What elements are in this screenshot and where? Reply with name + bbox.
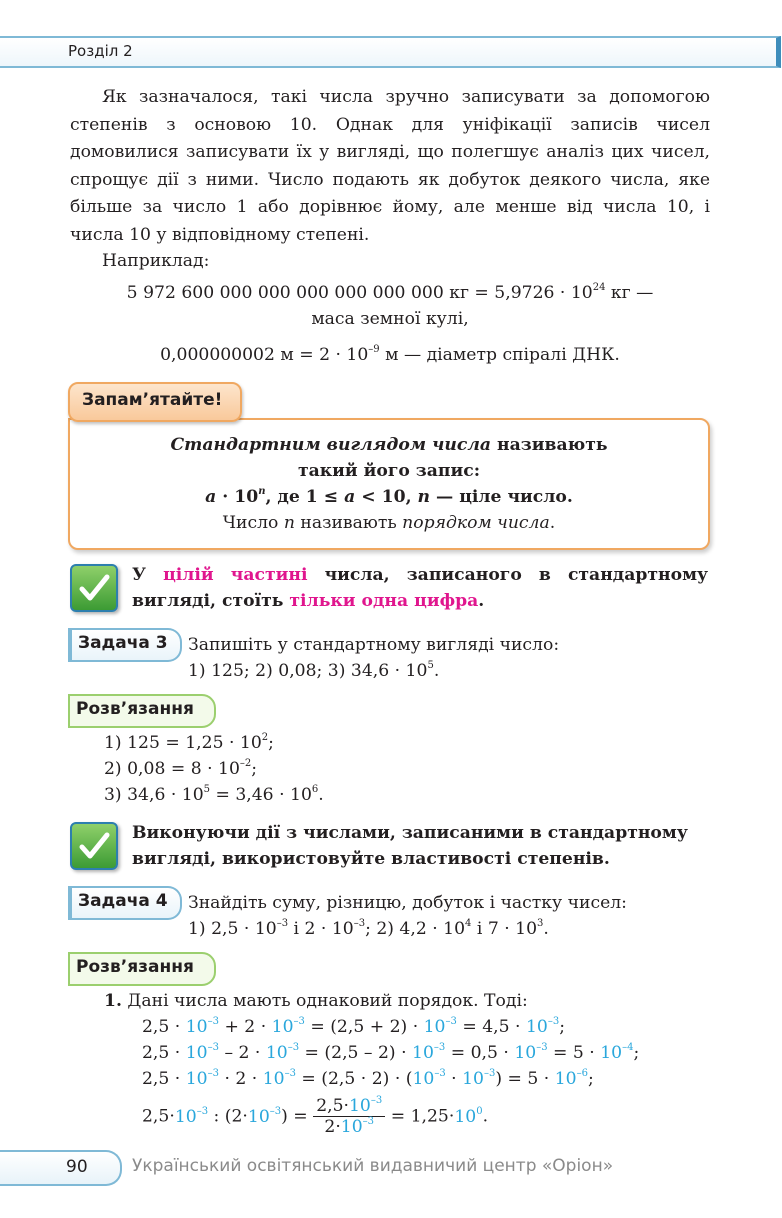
section-header-bar (0, 36, 781, 68)
publisher-footer: Український освітянський видавничий центр «Оріон» (132, 1156, 614, 1176)
solution4-step1: 1. Дані числа мають однаковий порядок. Тоді: (104, 991, 528, 1011)
definition-formula: $a \cdot 10^n$, де 1 ≤ a < 10, n — ціле число. (205, 486, 573, 507)
task4-tag: Задача 4 (68, 886, 182, 920)
solution4-quotient: $2,5\cdot 10^{-3}$ : $(2\cdot 10^{-3})$ = $\frac{2,5\cdot 10^{-3}}{2\cdot 10^{-3}}$ = $1,25\cdot 10^0$. (142, 1095, 489, 1137)
definition-order: Число n називають порядком числа. (222, 513, 556, 533)
section-title: Розділ 2 (68, 42, 133, 60)
remember-badge: Запам’ятайте! (68, 382, 242, 422)
remember-box (68, 418, 710, 550)
checkmark-icon (70, 564, 118, 612)
task4-text: Знайдіть суму, різницю, добуток і частку чисел: (188, 893, 627, 913)
solution3-line3: 3) $34,6 \cdot 10^5 = 3,46 \cdot 10^6$. (104, 784, 324, 805)
page-number-tab (0, 1150, 122, 1186)
tip2-line2: вигляді, використовуйте властивості степенів. (132, 849, 610, 869)
example-earth-caption: маса земної кулі, (311, 309, 469, 329)
solution3-line2: 2) $0,08 = 8 \cdot 10^{-2}$; (104, 758, 258, 779)
tip2-line1: Виконуючи дії з числами, записаними в стандартному (132, 823, 688, 843)
example-label: Наприклад: (102, 251, 210, 271)
example-dna: 0,000000002 $м = 2 \cdot 10^{-9}$ м — діаметр спіралі ДНК. (160, 344, 620, 365)
tip1-line2: вигляді, стоїть тільки одна цифра. (132, 591, 485, 611)
fraction: $\frac{2,5\cdot 10^{-3}}{2\cdot 10^{-3}}$ (313, 1096, 385, 1137)
task3-tag: Задача 3 (68, 628, 182, 662)
tip1-line1: У цілій частині числа, записаного в стандартному (132, 565, 709, 585)
solution3-line1: 1) $125 = 1,25 \cdot 10^2$; (104, 732, 274, 753)
task4-items: 1) $2,5 \cdot 10^{-3}$ і $2 \cdot 10^{-3}$; 2) $4,2 \cdot 10^4$ і $7 \cdot 10^3$. (188, 918, 549, 939)
solution4-tag: Розв’язання (68, 952, 216, 986)
solution4-difference: $2,5 \cdot 10^{-3} - 2 \cdot 10^{-3} = (2,5 - 2) \cdot 10^{-3} = 0,5 \cdot 10^{-3} = 5 \cdot 10^{-4}$; (142, 1042, 640, 1063)
definition-line2: такий його запис: (297, 461, 481, 481)
solution4-product: $2,5 \cdot 10^{-3} \cdot 2 \cdot 10^{-3} = (2,5 \cdot 2) \cdot (10^{-3} \cdot 10^{-3}) = 5 \cdot 10^{-6}$; (142, 1068, 594, 1089)
definition-line1: Стандартним виглядом числа називають (170, 435, 608, 455)
checkmark-icon (70, 822, 118, 870)
page-number: 90 (66, 1157, 88, 1177)
intro-paragraph: Як зазначалося, такі числа зручно записувати за допомогою степенів з основою 10. Однак для уніфікації записів чисел домовилися записувати їх у вигляді, що полегшує аналіз цих чисел, спрощує дії з ними. Число подають як добуток деякого числа, яке більше за число 1 або дорівнює йому, але менше від числа 10, і числа 10 у відповідному степені. (70, 87, 710, 245)
task3-text: Запишіть у стандартному вигляді число: (188, 635, 560, 655)
example-earth-mass: 5 972 600 000 000 000 000 000 000 кг = $5,9726 \cdot 10^{24}$ кг — (126, 282, 654, 303)
task3-items: 1) 125; 2) 0,08; 3) $34,6 \cdot 10^5$. (188, 660, 440, 681)
solution3-tag: Розв’язання (68, 694, 216, 728)
solution4-sum: $2,5 \cdot 10^{-3} + 2 \cdot 10^{-3} = (2,5 + 2) \cdot 10^{-3} = 4,5 \cdot 10^{-3}$; (142, 1016, 565, 1037)
